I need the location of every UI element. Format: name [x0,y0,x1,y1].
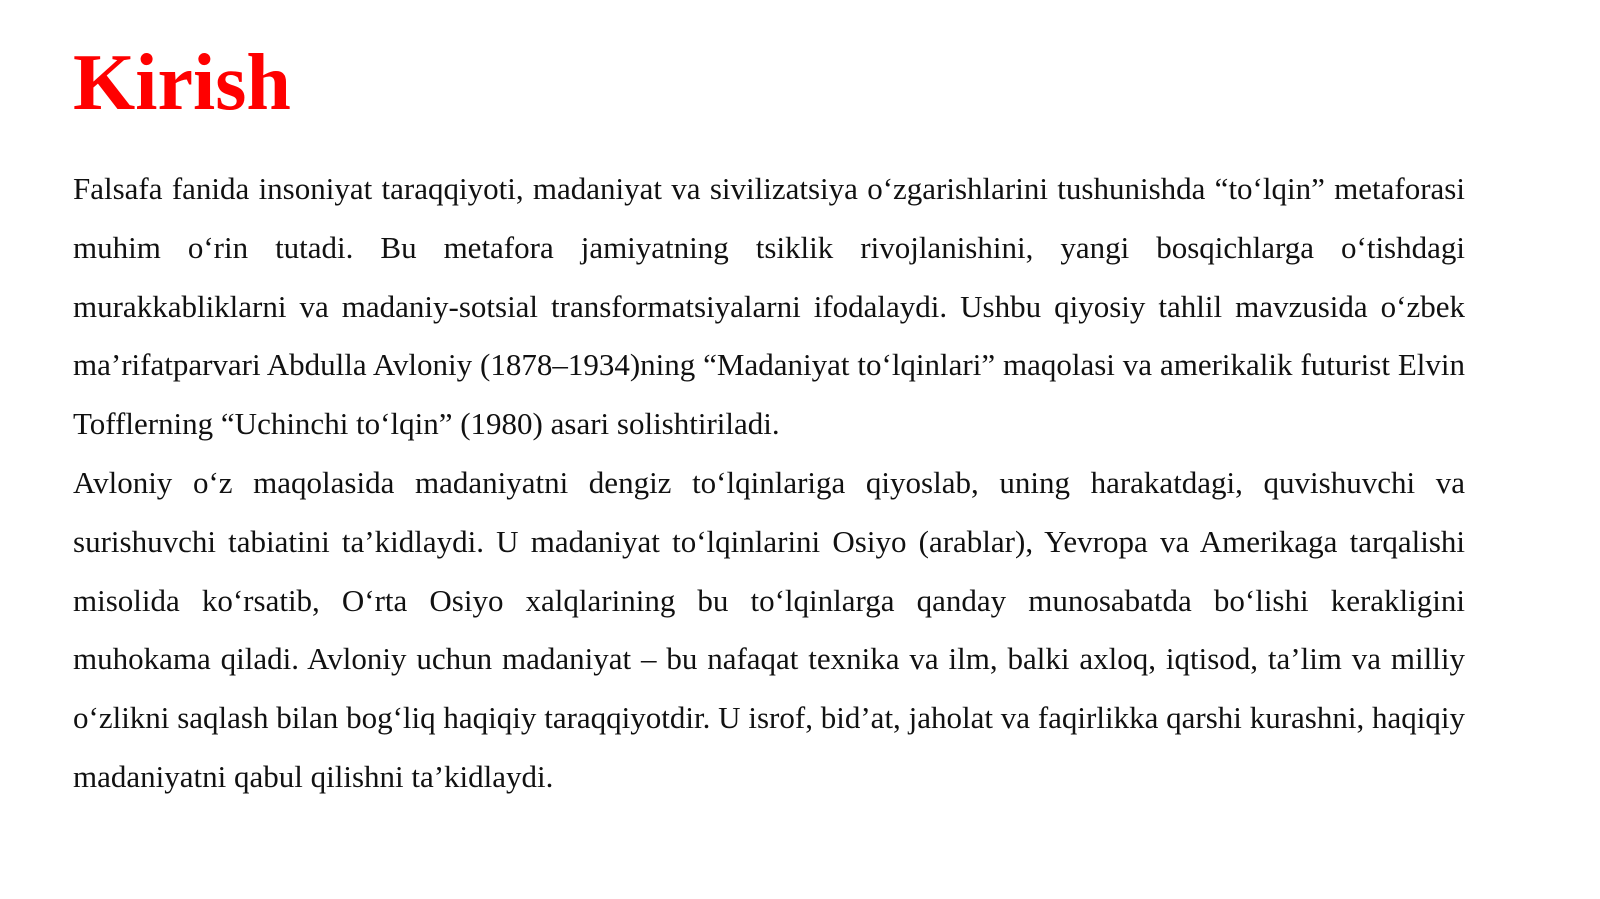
slide-title: Kirish [73,39,291,127]
paragraph-intro: Falsafa fanida insoniyat taraqqiyoti, madaniyat va sivilizatsiya o‘zgarishlarini tushunishda “to‘lqin” metaforasi muhim o‘rin tutadi. Bu metafora jamiyatning tsiklik rivojlanishini, yangi bosqichlarga o‘tishdagi murakkabliklarni va madaniy-sotsial transformatsiyalarni ifodalaydi. Ushbu qiyosiy tahlil mavzusida o‘zbek ma’rifatparvari Abdulla Avloniy (1878–1934)ning “Madaniyat to‘lqinlari” maqolasi va amerikalik futurist Elvin Tofflerning “Uchinchi to‘lqin” (1980) asari solishtiriladi. [73,171,1465,442]
slide-body [73,160,1465,807]
paragraph-avloniy: Avloniy o‘z maqolasida madaniyatni dengiz to‘lqinlariga qiyoslab, uning harakatdagi, quvishuvchi va surishuvchi tabiatini ta’kidlaydi. U madaniyat to‘lqinlarini Osiyo (arablar), Yevropa va Amerikaga tarqalishi misolida ko‘rsatib, O‘rta Osiyo xalqlarining bu to‘lqinlarga qanday munosabatda bo‘lishi kerakligini muhokama qiladi. Avloniy uchun madaniyat – bu nafaqat texnika va ilm, balki axloq, iqtisod, ta’lim va milliy o‘zlikni saqlash bilan bog‘liq haqiqiy taraqqiyotdir. U isrof, bid’at, jaholat va faqirlikka qarshi kurashni, haqiqiy madaniyatni qabul qilishni ta’kidlaydi. [73,464,1465,794]
